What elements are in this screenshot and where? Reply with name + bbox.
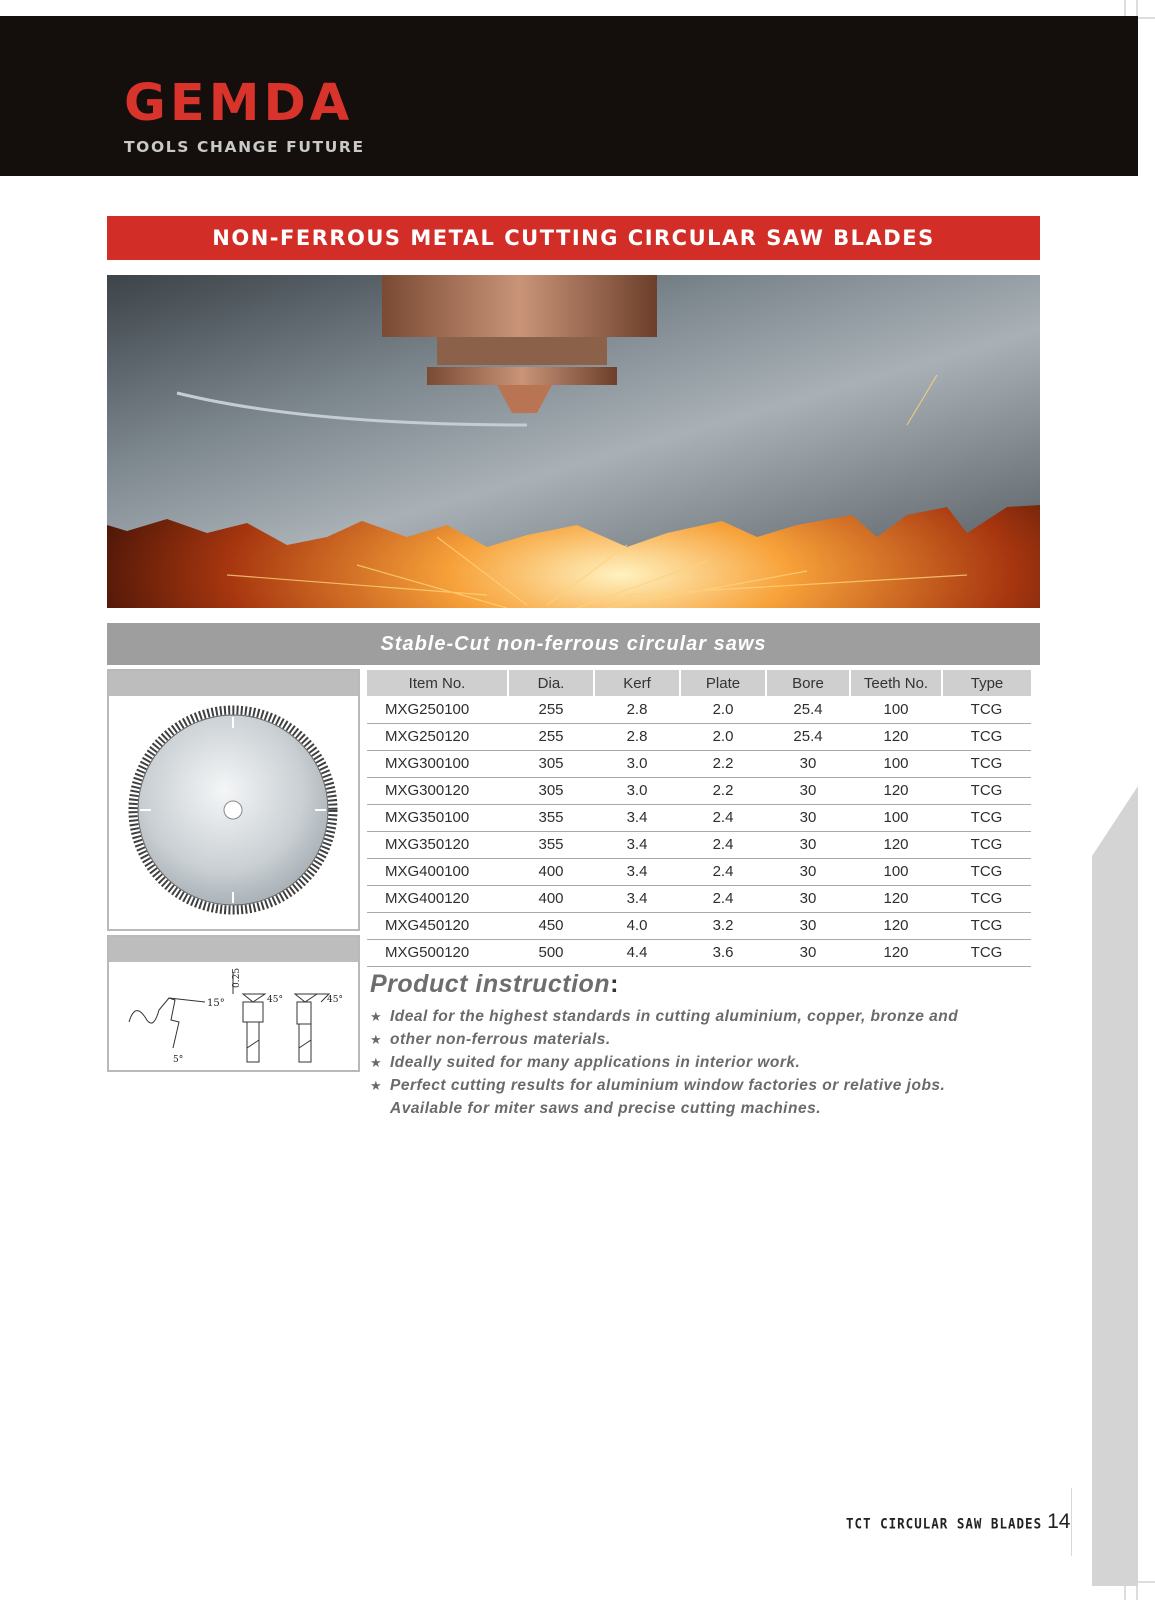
star-icon: ★ — [370, 1009, 383, 1024]
table-cell: 2.8 — [594, 696, 680, 723]
table-cell: 400 — [508, 885, 594, 912]
instruction-title-colon: : — [610, 970, 619, 998]
star-icon: ★ — [370, 1055, 383, 1070]
table-cell: 4.4 — [594, 939, 680, 966]
teeth-geometry-diagram — [109, 962, 358, 1068]
table-cell: 30 — [766, 804, 850, 831]
table-cell: MXG450120 — [367, 912, 508, 939]
table-cell: 3.4 — [594, 885, 680, 912]
table-cell: 100 — [850, 750, 942, 777]
table-cell: 30 — [766, 777, 850, 804]
offset-label: 0.25 — [232, 967, 242, 988]
brand-name: GEMDA — [124, 74, 354, 133]
table-cell: 2.4 — [680, 858, 766, 885]
instruction-text: Ideal for the highest standards in cutting aluminium, copper, bronze and — [390, 1008, 959, 1025]
table-cell: 450 — [508, 912, 594, 939]
instruction-list — [370, 1005, 1050, 1120]
table-cell: TCG — [942, 885, 1031, 912]
table-header-cell: Type — [942, 670, 1031, 696]
table-cell: 3.0 — [594, 750, 680, 777]
footer-label: TCT CIRCULAR SAW BLADES — [846, 1514, 1043, 1533]
table-cell: 100 — [850, 858, 942, 885]
table-row — [367, 939, 1031, 966]
table-row — [367, 831, 1031, 858]
table-cell: 255 — [508, 723, 594, 750]
table-row — [367, 777, 1031, 804]
teeth-diagram-panel — [107, 935, 360, 1072]
table-row — [367, 885, 1031, 912]
table-cell: 120 — [850, 939, 942, 966]
spec-table — [367, 670, 1031, 967]
instruction-title-text: Product instruction — [370, 970, 611, 998]
table-cell: 4.0 — [594, 912, 680, 939]
saw-blade-image — [109, 696, 358, 926]
footer — [846, 1510, 1070, 1534]
star-icon: ★ — [370, 1032, 383, 1047]
star-icon: ★ — [370, 1078, 383, 1093]
table-cell: 25.4 — [766, 723, 850, 750]
brand-tagline: TOOLS CHANGE FUTURE — [124, 138, 365, 156]
table-cell: MXG250100 — [367, 696, 508, 723]
table-cell: 2.0 — [680, 696, 766, 723]
header-band — [0, 16, 1138, 176]
table-cell: 3.0 — [594, 777, 680, 804]
section-subtitle-bar — [107, 623, 1040, 665]
table-cell: 2.2 — [680, 750, 766, 777]
table-cell: 3.2 — [680, 912, 766, 939]
footer-divider — [1071, 1488, 1072, 1556]
table-cell: 3.6 — [680, 939, 766, 966]
table-cell: 120 — [850, 777, 942, 804]
table-row — [367, 804, 1031, 831]
table-cell: 2.4 — [680, 804, 766, 831]
page-number: 14 — [1047, 1510, 1071, 1533]
table-cell: 30 — [766, 750, 850, 777]
panel-header — [109, 671, 358, 696]
table-cell: TCG — [942, 696, 1031, 723]
page-title: NON-FERROUS METAL CUTTING CIRCULAR SAW BLADES — [212, 226, 935, 250]
panel-header — [109, 937, 358, 962]
page-title-bar — [107, 216, 1040, 260]
table-cell: 30 — [766, 912, 850, 939]
table-cell: 120 — [850, 723, 942, 750]
brand-logo — [124, 74, 384, 156]
table-header-cell: Item No. — [367, 670, 508, 696]
instruction-text: other non-ferrous materials. — [390, 1031, 611, 1048]
table-cell: TCG — [942, 831, 1031, 858]
table-cell: 100 — [850, 804, 942, 831]
table-cell: 3.4 — [594, 831, 680, 858]
table-cell: 2.4 — [680, 885, 766, 912]
angle-label-45-left: 45° — [267, 995, 283, 1005]
table-header-cell: Plate — [680, 670, 766, 696]
table-cell: TCG — [942, 939, 1031, 966]
table-cell: 355 — [508, 804, 594, 831]
table-cell: MXG400120 — [367, 885, 508, 912]
table-cell: 120 — [850, 912, 942, 939]
table-header-cell: Dia. — [508, 670, 594, 696]
table-header-row — [367, 670, 1031, 696]
table-row — [367, 858, 1031, 885]
table-cell: 355 — [508, 831, 594, 858]
table-cell: MXG250120 — [367, 723, 508, 750]
table-row — [367, 750, 1031, 777]
instruction-text: Perfect cutting results for aluminium window factories or relative jobs. — [390, 1077, 946, 1094]
table-cell: 3.4 — [594, 858, 680, 885]
angle-label-5: 5° — [173, 1055, 184, 1065]
angle-label-45-right: 45° — [327, 995, 343, 1005]
table-cell: 2.2 — [680, 777, 766, 804]
section-subtitle: Stable-Cut non-ferrous circular saws — [380, 632, 767, 655]
table-cell: TCG — [942, 750, 1031, 777]
table-cell: 400 — [508, 858, 594, 885]
instruction-title — [370, 970, 1050, 999]
table-cell: MXG300120 — [367, 777, 508, 804]
table-cell: MXG400100 — [367, 858, 508, 885]
angle-label-15: 15° — [207, 998, 225, 1009]
table-cell: 100 — [850, 696, 942, 723]
table-cell: 3.4 — [594, 804, 680, 831]
table-row — [367, 723, 1031, 750]
table-header-cell: Bore — [766, 670, 850, 696]
table-cell: TCG — [942, 912, 1031, 939]
table-cell: TCG — [942, 858, 1031, 885]
table-cell: 305 — [508, 777, 594, 804]
table-cell: 305 — [508, 750, 594, 777]
instruction-text: Ideally suited for many applications in interior work. — [390, 1054, 801, 1071]
table-cell: MXG500120 — [367, 939, 508, 966]
table-cell: 30 — [766, 939, 850, 966]
table-row — [367, 696, 1031, 723]
table-cell: TCG — [942, 804, 1031, 831]
table-cell: 500 — [508, 939, 594, 966]
table-header-cell: Kerf — [594, 670, 680, 696]
table-cell: MXG300100 — [367, 750, 508, 777]
table-cell: 255 — [508, 696, 594, 723]
instruction-item — [370, 1051, 1050, 1074]
table-cell: 120 — [850, 885, 942, 912]
side-ribbon — [1092, 786, 1138, 1586]
table-cell: 2.0 — [680, 723, 766, 750]
table-cell: 30 — [766, 858, 850, 885]
table-cell: TCG — [942, 723, 1031, 750]
table-cell: MXG350120 — [367, 831, 508, 858]
instruction-item — [370, 1028, 1050, 1051]
table-cell: 120 — [850, 831, 942, 858]
instruction-item — [370, 1005, 1050, 1028]
table-header-cell: Teeth No. — [850, 670, 942, 696]
instruction-item — [370, 1074, 1050, 1097]
table-cell: 2.8 — [594, 723, 680, 750]
product-instruction — [370, 970, 1050, 1120]
table-cell: 30 — [766, 831, 850, 858]
table-cell: 30 — [766, 885, 850, 912]
table-row — [367, 912, 1031, 939]
table-cell: TCG — [942, 777, 1031, 804]
table-cell: 25.4 — [766, 696, 850, 723]
table-cell: MXG350100 — [367, 804, 508, 831]
hero-photo — [107, 275, 1040, 608]
blade-image-panel — [107, 669, 360, 931]
instruction-continuation: Available for miter saws and precise cutting machines. — [390, 1100, 821, 1117]
table-cell: 2.4 — [680, 831, 766, 858]
